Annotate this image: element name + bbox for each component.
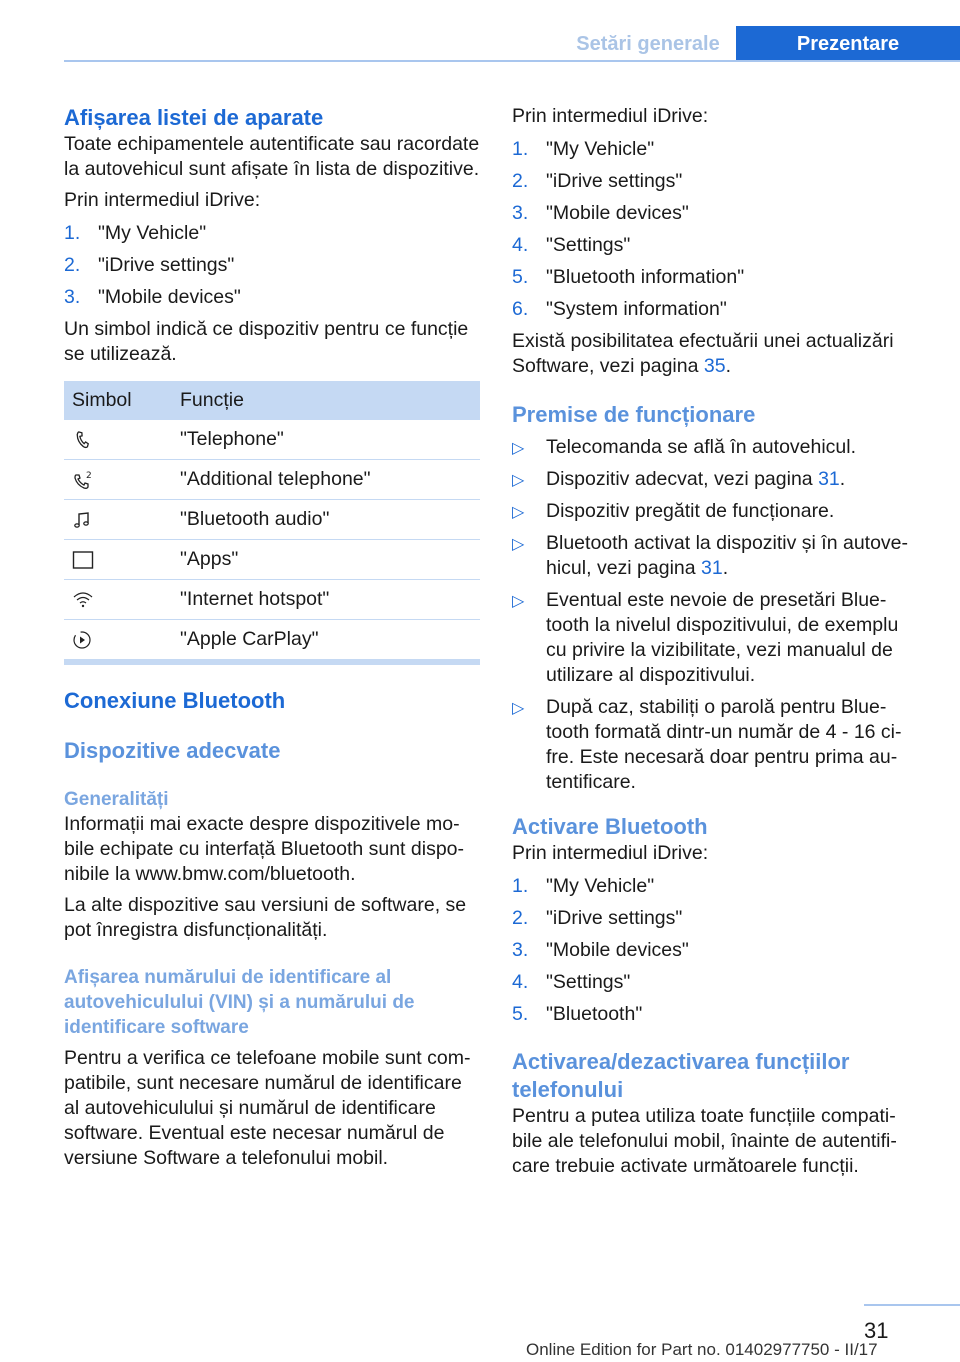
- prerequisites-list: [512, 435, 917, 795]
- table-cell: "Internet hotspot": [172, 580, 480, 620]
- carplay-play-icon: [72, 628, 92, 650]
- paragraph-symbol: Un simbol indică ce dispozitiv pentru ce funcție se utilizează.: [64, 318, 469, 365]
- list-item: 5. "Bluetooth": [512, 1003, 643, 1025]
- steps-list-2: [512, 874, 917, 1034]
- svg-text:2: 2: [86, 470, 92, 481]
- table-row: [64, 620, 480, 660]
- table-cell: "Apple CarPlay": [172, 620, 480, 660]
- list-item: 2. "iDrive settings": [512, 907, 683, 929]
- steps-list: [64, 221, 482, 317]
- heading-device-list: Afișarea listei de aparate: [64, 105, 324, 130]
- triangle-bullet-icon: ▷: [512, 593, 525, 610]
- list-item: ▷ Dispozitiv adecvat, vezi pagina 31.: [512, 467, 917, 492]
- paragraph-phone-functions: Pentru a putea utiliza toate funcțiile compatibile ale telefonului mobil, înainte de autentificare trebuie activate următoarele funcții.: [512, 1105, 897, 1177]
- list-item: 1. "My Vehicle": [512, 138, 655, 160]
- left-column: [64, 104, 482, 1171]
- apps-square-icon: [72, 548, 94, 570]
- table-row: [64, 580, 480, 620]
- symbol-table: [64, 381, 480, 660]
- header-rule: [64, 60, 960, 62]
- triangle-bullet-icon: ▷: [512, 700, 525, 717]
- steps-list: [512, 137, 917, 329]
- header-active-tab[interactable]: Prezentare: [736, 26, 960, 62]
- table-row: [64, 540, 480, 580]
- heading-activate-bluetooth: Activare Bluetooth: [512, 814, 708, 839]
- paragraph-vin: Pentru a verifica ce telefoane mobile sunt compatibile, sunt necesare numărul de identificare al autovehiculului și numărul de identificare software. Eventual este necesar numărul de versiune Software a telefonului mobil.: [64, 1047, 471, 1169]
- page-link[interactable]: 35: [703, 355, 726, 377]
- table-row: [64, 500, 480, 540]
- triangle-bullet-icon: ▷: [512, 504, 525, 521]
- heading-bluetooth: Conexiune Bluetooth: [64, 688, 286, 713]
- table-end-rule: [64, 660, 480, 665]
- triangle-bullet-icon: ▷: [512, 472, 525, 489]
- list-item: 1. "My Vehicle": [512, 875, 655, 897]
- table-cell: "Apps": [172, 540, 480, 580]
- list-item: 6. "System information": [512, 298, 727, 320]
- list-item: 4. "Settings": [512, 234, 631, 256]
- list-item: 3. "Mobile devices": [512, 939, 689, 961]
- list-item: ▷ Bluetooth activat la dispozitiv și în autovehicul, vezi pagina 31.: [512, 532, 909, 579]
- list-item: 3. "Mobile devices": [64, 286, 241, 308]
- music-note-icon: [72, 508, 92, 530]
- right-column: [512, 104, 917, 1179]
- paragraph-other: La alte dispozitive sau versiuni de software, se pot înregistra disfuncționalități.: [64, 894, 467, 941]
- list-item: 4. "Settings": [512, 971, 631, 993]
- paragraph-info: Informații mai exacte despre dispozitivele mobile echipate cu interfață Bluetooth sunt disponibile la www.bmw.com/bluetooth.: [64, 813, 465, 885]
- list-item: ▷ Dispozitiv pregătit de funcționare.: [512, 499, 917, 524]
- paragraph-idrive: Prin intermediul iDrive:: [512, 105, 709, 127]
- table-row: [64, 460, 480, 500]
- table-row: [64, 420, 480, 460]
- table-header-symbol: Simbol: [64, 381, 172, 420]
- paragraph-idrive: Prin intermediul iDrive:: [64, 189, 261, 211]
- footer-rule: [864, 1304, 960, 1306]
- table-cell: "Bluetooth audio": [172, 500, 480, 540]
- list-item: 2. "iDrive settings": [512, 170, 683, 192]
- list-item: 5. "Bluetooth information": [512, 266, 745, 288]
- heading-prerequisites: Premise de funcționare: [512, 402, 756, 427]
- heading-suitable-devices: Dispozitive adecvate: [64, 738, 281, 763]
- heading-vin: Afișarea numărului de identificare al autovehiculului (VIN) și a numărului de identificare software: [64, 967, 415, 1038]
- triangle-bullet-icon: ▷: [512, 440, 525, 457]
- footer-edition: Online Edition for Part no. 01402977750 - II/17: [526, 1340, 878, 1359]
- list-item: ▷ Eventual este nevoie de presetări Bluetooth la nivelul dispozitivului, de exemplu cu privire la vizibilitate, vezi manualul de utilizare al dispozitivului.: [512, 589, 899, 686]
- list-item: ▷ Telecomanda se află în autovehicul.: [512, 435, 917, 460]
- wifi-icon: [72, 588, 94, 610]
- additional-telephone-icon: [72, 468, 94, 490]
- list-item: 2. "iDrive settings": [64, 254, 235, 276]
- table-cell: "Telephone": [172, 420, 480, 460]
- header-section-tab[interactable]: Setări generale: [576, 33, 720, 55]
- paragraph-update: Există posibilitatea efectuării unei actualizări Software, vezi pagina 35.: [512, 330, 894, 377]
- heading-general: Generalități: [64, 789, 169, 810]
- paragraph-idrive-2: Prin intermediul iDrive:: [512, 842, 709, 864]
- table-cell: "Additional telephone": [172, 460, 480, 500]
- list-item: ▷ După caz, stabiliți o parolă pentru Bluetooth formată dintr-un număr de 4 - 16 cifre. Este necesară doar pentru prima autentificare.: [512, 696, 902, 793]
- page-link[interactable]: 31: [701, 557, 723, 579]
- telephone-icon: [72, 428, 92, 450]
- list-item: 3. "Mobile devices": [512, 202, 689, 224]
- page-number: 31: [864, 1318, 889, 1343]
- table-header-function: Funcție: [172, 381, 480, 420]
- page-link[interactable]: 31: [818, 468, 840, 490]
- heading-phone-functions: Activarea/dezactivarea funcțiilor telefonului: [512, 1049, 850, 1102]
- triangle-bullet-icon: ▷: [512, 536, 525, 553]
- paragraph-device-list: Toate echipamentele autentificate sau racordate la autovehicul sunt afișate în lista de dispozitive.: [64, 133, 480, 180]
- list-item: 1. "My Vehicle": [64, 222, 207, 244]
